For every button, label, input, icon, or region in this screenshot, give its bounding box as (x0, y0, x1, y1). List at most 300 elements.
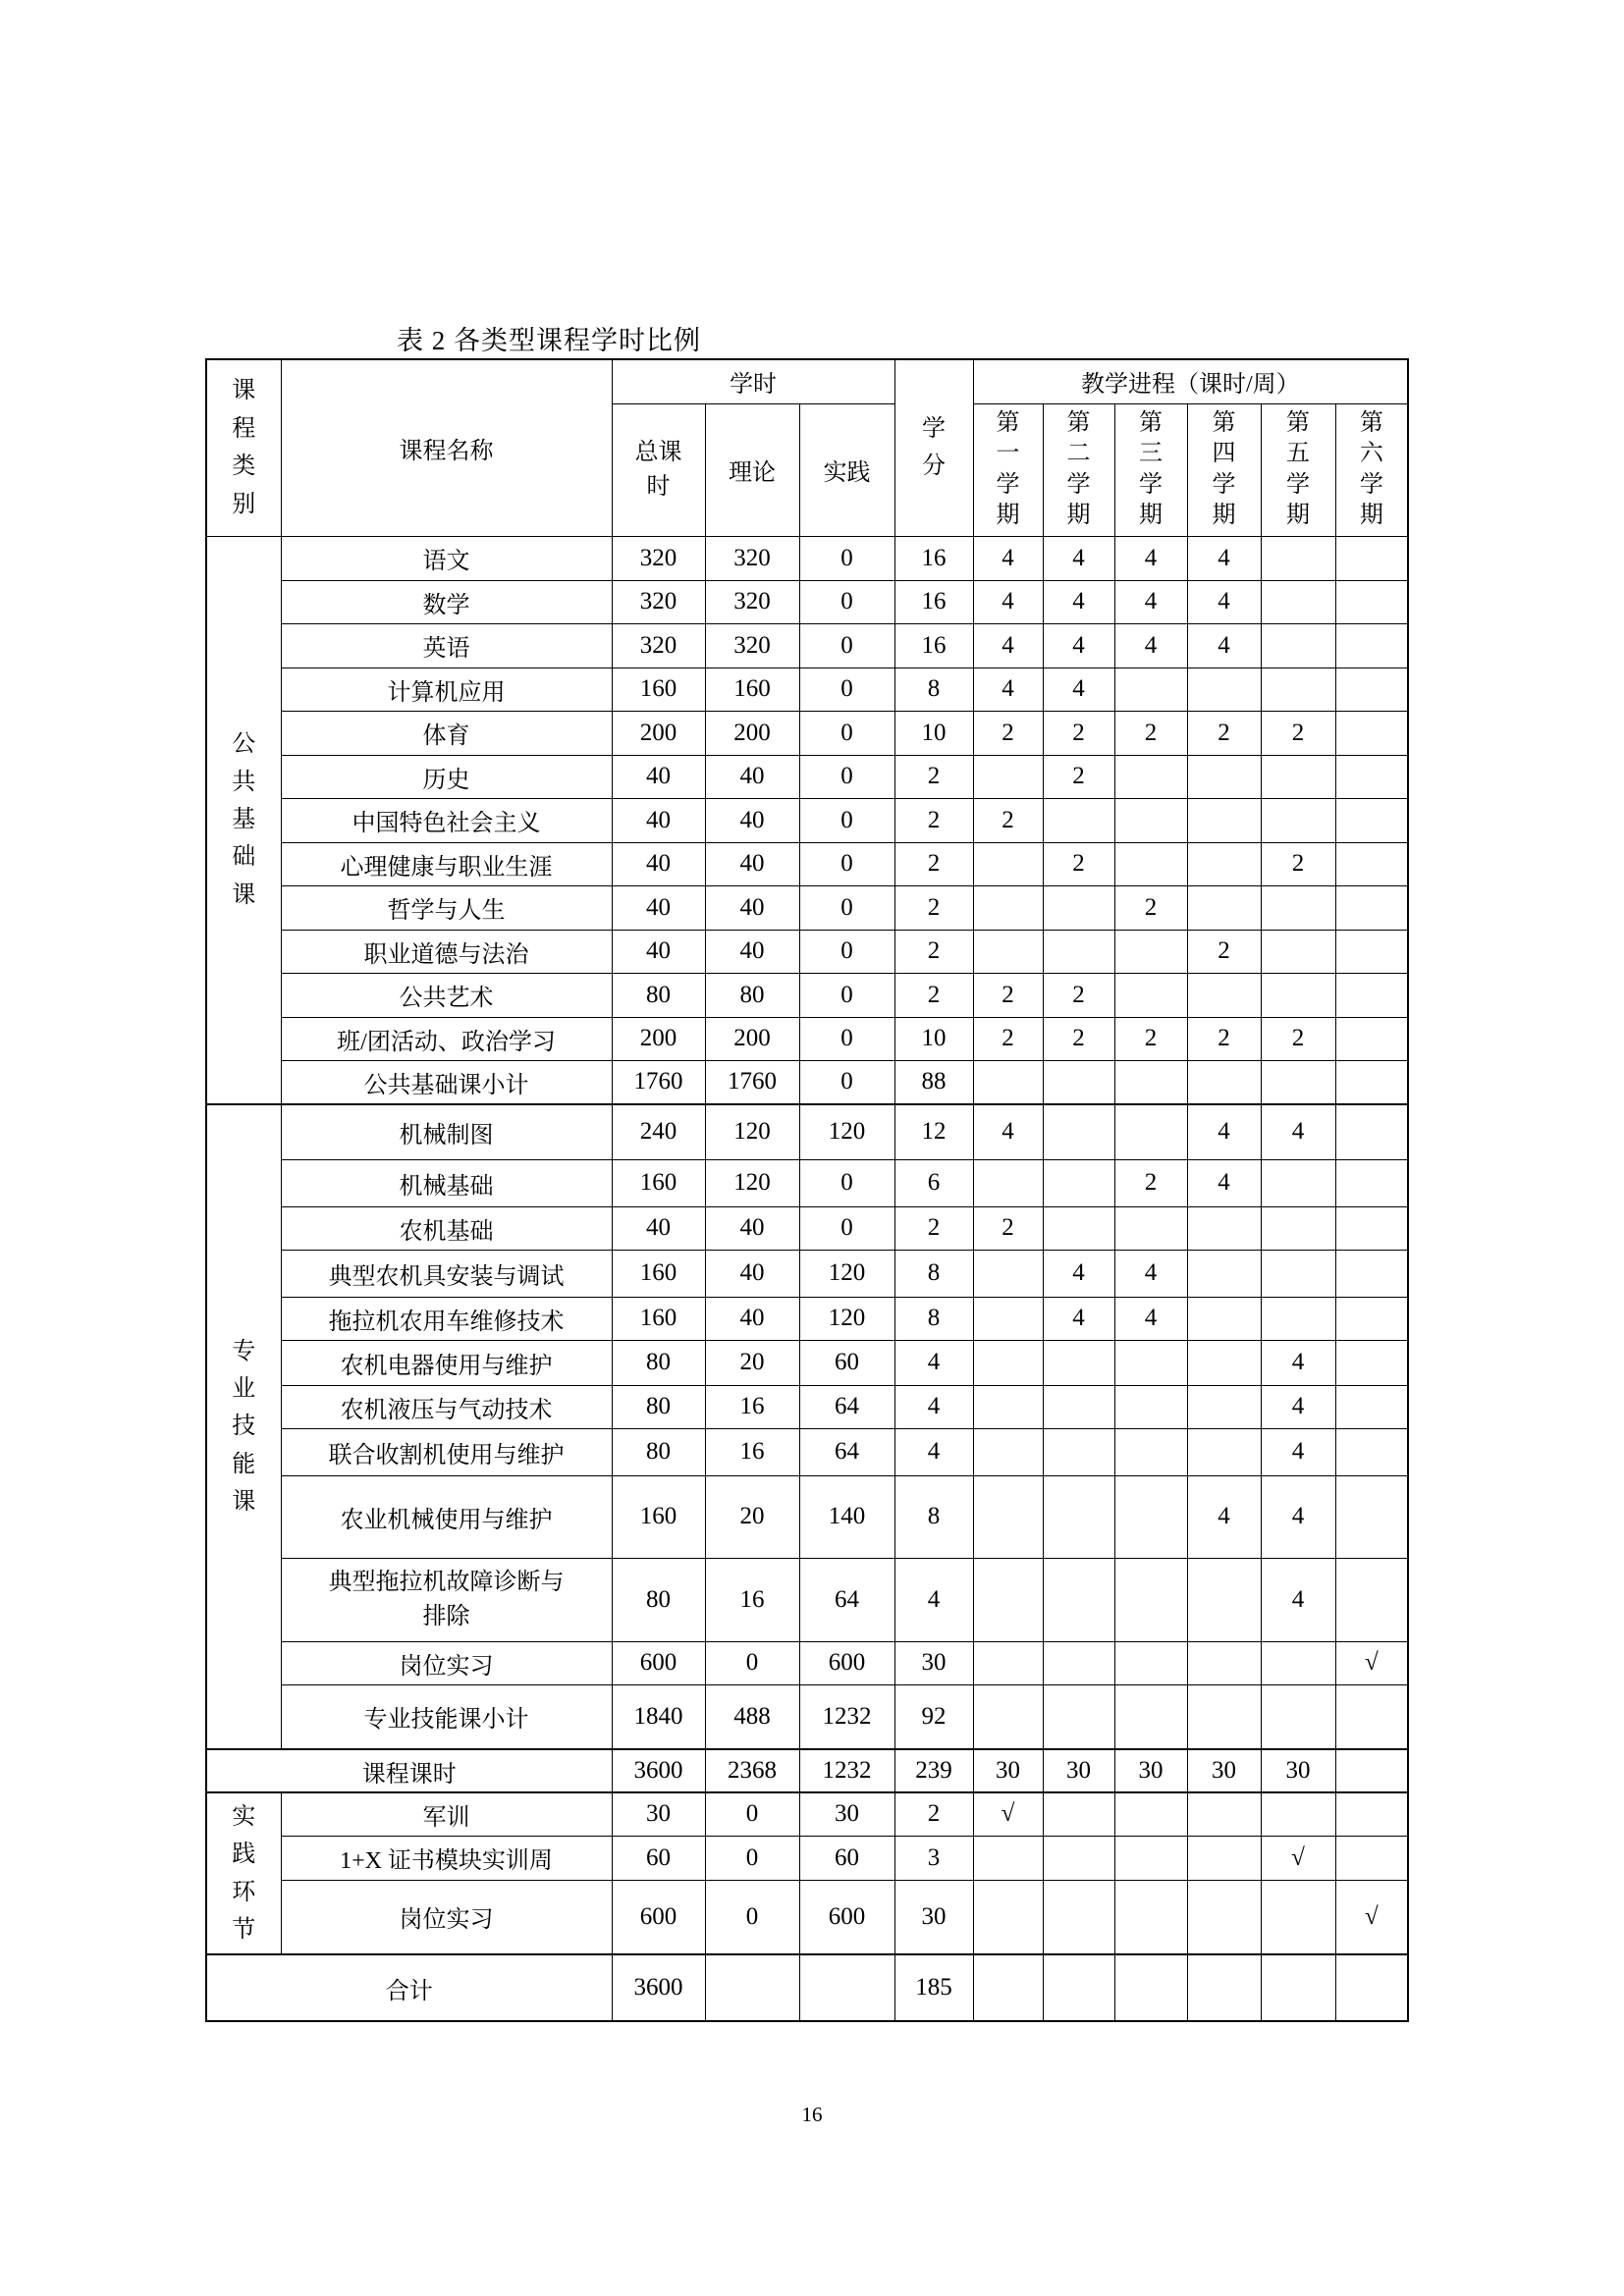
course-row (206, 1475, 1408, 1558)
semester-6-cell (1335, 930, 1408, 973)
semester-6-cell (1335, 711, 1408, 755)
practice-hours-cell: 0 (799, 580, 894, 623)
course-row (206, 1558, 1408, 1641)
course-name-cell: 历史 (281, 755, 612, 798)
semester-2-cell: 4 (1043, 1297, 1114, 1340)
total-hours-cell: 1760 (612, 1060, 705, 1104)
credits-cell: 8 (894, 667, 973, 711)
course-row (206, 930, 1408, 973)
total-hours-cell: 30 (612, 1792, 705, 1836)
semester-2-cell (1043, 1836, 1114, 1880)
semester-4-cell (1187, 842, 1261, 885)
semester-6-cell (1335, 973, 1408, 1017)
semester-3-cell: 2 (1114, 1159, 1187, 1206)
header-semester-3 (1114, 403, 1187, 536)
semester-4-cell (1187, 1836, 1261, 1880)
theory-hours-cell: 40 (705, 755, 799, 798)
semester-6-cell (1335, 1792, 1408, 1836)
practice-hours-cell: 0 (799, 623, 894, 667)
semester-5-cell (1261, 755, 1335, 798)
semester-3-cell (1114, 1558, 1187, 1641)
semester-1-cell: 4 (973, 1104, 1043, 1159)
course-name-cell: 机械制图 (281, 1104, 612, 1159)
semester-5-cell: 2 (1261, 711, 1335, 755)
credits-cell: 12 (894, 1104, 973, 1159)
total-hours-cell: 40 (612, 755, 705, 798)
theory-hours-cell: 80 (705, 973, 799, 1017)
semester-2-cell: 4 (1043, 623, 1114, 667)
course-row (206, 798, 1408, 842)
course-name-cell: 农机基础 (281, 1206, 612, 1250)
course-name-cell: 哲学与人生 (281, 885, 612, 930)
semester-6-cell (1335, 580, 1408, 623)
course-row (206, 536, 1408, 580)
header-total-hours (612, 403, 705, 536)
practice-hours-cell: 140 (799, 1475, 894, 1558)
semester-5-cell: 4 (1261, 1428, 1335, 1475)
category-cell (206, 1104, 281, 1749)
summary-row (206, 1954, 1408, 2021)
semester-5-cell: 4 (1261, 1340, 1335, 1385)
semester-2-cell (1043, 1206, 1114, 1250)
theory-hours-cell: 120 (705, 1104, 799, 1159)
total-hours-cell: 60 (612, 1836, 705, 1880)
semester-5-cell (1261, 798, 1335, 842)
theory-hours-cell: 16 (705, 1428, 799, 1475)
semester-5-cell (1261, 1954, 1335, 2021)
category-label: 公共基础课 (232, 731, 256, 908)
total-hours-cell: 160 (612, 1159, 705, 1206)
course-name-cell: 农业机械使用与维护 (281, 1475, 612, 1558)
total-hours-cell: 240 (612, 1104, 705, 1159)
credits-cell: 2 (894, 1792, 973, 1836)
theory-hours-cell: 0 (705, 1880, 799, 1954)
semester-4-cell (1187, 667, 1261, 711)
practice-hours-cell: 600 (799, 1880, 894, 1954)
semester-2-cell (1043, 885, 1114, 930)
course-name-cell: 心理健康与职业生涯 (281, 842, 612, 885)
semester-4-cell (1187, 1792, 1261, 1836)
category-cell (206, 1792, 281, 1954)
semester-4-cell: 4 (1187, 580, 1261, 623)
semester-2-cell (1043, 1880, 1114, 1954)
total-hours-cell: 600 (612, 1641, 705, 1684)
course-row (206, 1340, 1408, 1385)
course-name-cell: 农机液压与气动技术 (281, 1385, 612, 1428)
semester-1-cell: 4 (973, 580, 1043, 623)
semester-6-cell (1335, 1340, 1408, 1385)
semester-4-cell: 4 (1187, 1159, 1261, 1206)
practice-hours-cell: 120 (799, 1104, 894, 1159)
semester-6-cell (1335, 1836, 1408, 1880)
semester-5-cell (1261, 1880, 1335, 1954)
total-hours-cell: 320 (612, 536, 705, 580)
semester-4-cell: 2 (1187, 930, 1261, 973)
header-progress-group: 教学进程（课时/周） (973, 359, 1408, 403)
semester-3-cell (1114, 1475, 1187, 1558)
semester-3-cell: 4 (1114, 580, 1187, 623)
practice-hours-cell: 0 (799, 536, 894, 580)
course-name-cell: 拖拉机农用车维修技术 (281, 1297, 612, 1340)
semester-2-cell: 2 (1043, 755, 1114, 798)
practice-hours-cell: 1232 (799, 1749, 894, 1792)
semester-4-cell (1187, 885, 1261, 930)
credits-cell: 30 (894, 1880, 973, 1954)
credits-cell: 4 (894, 1385, 973, 1428)
semester-1-cell (973, 1954, 1043, 2021)
theory-hours-cell: 40 (705, 930, 799, 973)
semester-5-cell (1261, 1206, 1335, 1250)
semester-5-cell (1261, 930, 1335, 973)
header-semester-4 (1187, 403, 1261, 536)
course-row (206, 1880, 1408, 1954)
course-name-cell: 机械基础 (281, 1159, 612, 1206)
total-hours-cell: 40 (612, 885, 705, 930)
semester-6-cell (1335, 1749, 1408, 1792)
semester-1-cell (973, 1340, 1043, 1385)
semester-3-cell: 30 (1114, 1749, 1187, 1792)
category-cell (206, 536, 281, 1104)
theory-hours-cell: 2368 (705, 1749, 799, 1792)
semester-1-cell (973, 842, 1043, 885)
semester-4-cell: 2 (1187, 711, 1261, 755)
total-hours-cell: 80 (612, 1558, 705, 1641)
semester-3-cell (1114, 930, 1187, 973)
semester-3-cell (1114, 798, 1187, 842)
table-header (206, 359, 1408, 536)
credits-cell: 2 (894, 1206, 973, 1250)
semester-4-cell (1187, 1060, 1261, 1104)
semester-2-cell: 2 (1043, 711, 1114, 755)
course-name-cell: 典型农机具安装与调试 (281, 1250, 612, 1297)
course-row (206, 623, 1408, 667)
header-semester-5-label: 第五学期 (1286, 410, 1311, 528)
semester-1-cell (973, 1428, 1043, 1475)
course-name-cell: 联合收割机使用与维护 (281, 1428, 612, 1475)
semester-4-cell: 4 (1187, 623, 1261, 667)
credits-cell: 16 (894, 536, 973, 580)
semester-5-cell: 30 (1261, 1749, 1335, 1792)
semester-4-cell (1187, 1428, 1261, 1475)
semester-5-cell: 4 (1261, 1385, 1335, 1428)
total-hours-cell: 40 (612, 798, 705, 842)
semester-4-cell (1187, 1385, 1261, 1428)
theory-hours-cell: 488 (705, 1684, 799, 1749)
practice-hours-cell: 0 (799, 1060, 894, 1104)
course-name-cell (281, 1558, 612, 1641)
header-semester-4-label: 第四学期 (1212, 410, 1236, 528)
semester-4-cell: 4 (1187, 1475, 1261, 1558)
credits-cell: 4 (894, 1428, 973, 1475)
semester-4-cell: 30 (1187, 1749, 1261, 1792)
semester-1-cell: 2 (973, 973, 1043, 1017)
credits-cell: 6 (894, 1159, 973, 1206)
credits-cell: 2 (894, 798, 973, 842)
course-row (206, 1250, 1408, 1297)
theory-hours-cell: 40 (705, 1250, 799, 1297)
semester-2-cell: 4 (1043, 1250, 1114, 1297)
semester-4-cell (1187, 1297, 1261, 1340)
semester-6-cell (1335, 1017, 1408, 1060)
semester-3-cell: 4 (1114, 623, 1187, 667)
semester-4-cell (1187, 1340, 1261, 1385)
semester-5-cell (1261, 1250, 1335, 1297)
semester-4-cell: 4 (1187, 1104, 1261, 1159)
semester-4-cell: 4 (1187, 536, 1261, 580)
credits-cell: 16 (894, 623, 973, 667)
semester-3-cell (1114, 667, 1187, 711)
semester-2-cell: 4 (1043, 580, 1114, 623)
practice-hours-cell: 60 (799, 1836, 894, 1880)
theory-hours-cell: 320 (705, 536, 799, 580)
semester-5-cell (1261, 1684, 1335, 1749)
semester-1-cell: 4 (973, 623, 1043, 667)
semester-6-cell (1335, 1684, 1408, 1749)
semester-2-cell (1043, 1475, 1114, 1558)
semester-5-cell: √ (1261, 1836, 1335, 1880)
total-hours-cell: 1840 (612, 1684, 705, 1749)
semester-6-cell (1335, 536, 1408, 580)
semester-6-cell (1335, 1385, 1408, 1428)
header-semester-1-label: 第一学期 (996, 410, 1020, 528)
total-hours-cell: 160 (612, 1250, 705, 1297)
semester-2-cell: 30 (1043, 1749, 1114, 1792)
total-hours-cell: 80 (612, 1385, 705, 1428)
course-row (206, 885, 1408, 930)
semester-3-cell: 4 (1114, 536, 1187, 580)
course-name-cell: 班/团活动、政治学习 (281, 1017, 612, 1060)
semester-2-cell (1043, 1792, 1114, 1836)
semester-1-cell (973, 1297, 1043, 1340)
semester-3-cell (1114, 1792, 1187, 1836)
theory-hours-cell: 0 (705, 1641, 799, 1684)
semester-3-cell (1114, 1880, 1187, 1954)
course-row (206, 1017, 1408, 1060)
course-name-cell: 合计 (206, 1954, 612, 2021)
credits-cell: 3 (894, 1836, 973, 1880)
semester-6-cell (1335, 755, 1408, 798)
semester-3-cell (1114, 1641, 1187, 1684)
course-name-cell: 1+X 证书模块实训周 (281, 1836, 612, 1880)
theory-hours-cell: 160 (705, 667, 799, 711)
semester-4-cell (1187, 1880, 1261, 1954)
credits-cell: 2 (894, 755, 973, 798)
semester-3-cell: 4 (1114, 1297, 1187, 1340)
semester-1-cell: 2 (973, 1017, 1043, 1060)
course-name-cell: 语文 (281, 536, 612, 580)
credits-cell: 88 (894, 1060, 973, 1104)
header-total-hours-label: 总课时 (634, 439, 682, 500)
semester-4-cell (1187, 755, 1261, 798)
semester-6-cell (1335, 1558, 1408, 1641)
credits-cell: 2 (894, 885, 973, 930)
semester-3-cell (1114, 973, 1187, 1017)
semester-3-cell (1114, 842, 1187, 885)
practice-hours-cell: 64 (799, 1428, 894, 1475)
credits-cell: 92 (894, 1684, 973, 1749)
practice-hours-cell: 0 (799, 667, 894, 711)
semester-2-cell: 4 (1043, 667, 1114, 711)
course-row (206, 667, 1408, 711)
semester-2-cell (1043, 798, 1114, 842)
theory-hours-cell: 16 (705, 1385, 799, 1428)
course-name-cell: 军训 (281, 1792, 612, 1836)
semester-4-cell: 2 (1187, 1017, 1261, 1060)
semester-5-cell (1261, 1060, 1335, 1104)
course-row (206, 1385, 1408, 1428)
semester-4-cell (1187, 1250, 1261, 1297)
semester-4-cell (1187, 1684, 1261, 1749)
total-hours-cell: 80 (612, 1340, 705, 1385)
semester-5-cell: 4 (1261, 1104, 1335, 1159)
practice-hours-cell: 0 (799, 711, 894, 755)
page-number: 16 (801, 2103, 823, 2126)
semester-3-cell: 2 (1114, 885, 1187, 930)
theory-hours-cell: 40 (705, 1206, 799, 1250)
total-hours-cell: 600 (612, 1880, 705, 1954)
theory-hours-cell: 40 (705, 798, 799, 842)
credits-cell: 185 (894, 1954, 973, 2021)
course-row (206, 1836, 1408, 1880)
semester-3-cell (1114, 1060, 1187, 1104)
semester-4-cell (1187, 973, 1261, 1017)
header-semester-2 (1043, 403, 1114, 536)
credits-cell: 10 (894, 711, 973, 755)
semester-4-cell (1187, 1206, 1261, 1250)
header-category (206, 359, 281, 536)
semester-3-cell: 2 (1114, 711, 1187, 755)
header-course-name: 课程名称 (281, 359, 612, 536)
semester-2-cell (1043, 1385, 1114, 1428)
theory-hours-cell: 16 (705, 1558, 799, 1641)
semester-6-cell (1335, 842, 1408, 885)
semester-3-cell (1114, 1428, 1187, 1475)
header-semester-1 (973, 403, 1043, 536)
course-row (206, 580, 1408, 623)
header-hours-group: 学时 (612, 359, 894, 403)
practice-hours-cell: 60 (799, 1340, 894, 1385)
header-practice: 实践 (799, 403, 894, 536)
semester-5-cell: 2 (1261, 1017, 1335, 1060)
semester-1-cell (973, 1684, 1043, 1749)
course-name-label: 典型拖拉机故障诊断与排除 (328, 1569, 565, 1629)
course-name-cell: 公共基础课小计 (281, 1060, 612, 1104)
theory-hours-cell: 120 (705, 1159, 799, 1206)
total-hours-cell: 40 (612, 842, 705, 885)
semester-2-cell (1043, 1340, 1114, 1385)
theory-hours-cell: 20 (705, 1340, 799, 1385)
course-name-cell: 体育 (281, 711, 612, 755)
credits-cell: 8 (894, 1475, 973, 1558)
semester-6-cell (1335, 1159, 1408, 1206)
semester-6-cell (1335, 623, 1408, 667)
semester-1-cell (973, 885, 1043, 930)
total-hours-cell: 40 (612, 1206, 705, 1250)
summary-row (206, 1749, 1408, 1792)
semester-6-cell (1335, 1060, 1408, 1104)
header-credits-label: 学分 (922, 415, 947, 480)
course-name-cell: 农机电器使用与维护 (281, 1340, 612, 1385)
total-hours-cell: 80 (612, 1428, 705, 1475)
semester-1-cell: √ (973, 1792, 1043, 1836)
credits-cell: 30 (894, 1641, 973, 1684)
credits-cell: 239 (894, 1749, 973, 1792)
semester-2-cell (1043, 1558, 1114, 1641)
semester-1-cell (973, 1836, 1043, 1880)
theory-hours-cell (705, 1954, 799, 2021)
practice-hours-cell: 0 (799, 1206, 894, 1250)
semester-3-cell (1114, 1104, 1187, 1159)
semester-6-cell: √ (1335, 1641, 1408, 1684)
semester-2-cell (1043, 1684, 1114, 1749)
semester-3-cell (1114, 1340, 1187, 1385)
course-row (206, 1792, 1408, 1836)
course-name-cell: 数学 (281, 580, 612, 623)
course-name-cell: 公共艺术 (281, 973, 612, 1017)
semester-6-cell (1335, 1206, 1408, 1250)
semester-5-cell: 4 (1261, 1558, 1335, 1641)
course-row (206, 1684, 1408, 1749)
semester-6-cell (1335, 1250, 1408, 1297)
semester-3-cell (1114, 1385, 1187, 1428)
course-name-cell: 专业技能课小计 (281, 1684, 612, 1749)
category-label: 专业技能课 (232, 1338, 256, 1516)
theory-hours-cell: 0 (705, 1836, 799, 1880)
total-hours-cell: 320 (612, 623, 705, 667)
table-body (206, 536, 1408, 2021)
semester-5-cell (1261, 1159, 1335, 1206)
semester-5-cell (1261, 885, 1335, 930)
semester-5-cell (1261, 1792, 1335, 1836)
course-row (206, 1159, 1408, 1206)
total-hours-cell: 200 (612, 1017, 705, 1060)
semester-5-cell (1261, 536, 1335, 580)
practice-hours-cell: 600 (799, 1641, 894, 1684)
course-row (206, 1060, 1408, 1104)
practice-hours-cell: 64 (799, 1558, 894, 1641)
semester-3-cell (1114, 1206, 1187, 1250)
semester-1-cell (973, 1880, 1043, 1954)
semester-3-cell (1114, 1684, 1187, 1749)
course-name-cell: 英语 (281, 623, 612, 667)
semester-5-cell (1261, 1641, 1335, 1684)
semester-4-cell (1187, 1641, 1261, 1684)
course-row (206, 1104, 1408, 1159)
credits-cell: 16 (894, 580, 973, 623)
course-row (206, 1206, 1408, 1250)
theory-hours-cell: 1760 (705, 1060, 799, 1104)
semester-5-cell: 4 (1261, 1475, 1335, 1558)
semester-3-cell: 2 (1114, 1017, 1187, 1060)
semester-2-cell: 2 (1043, 842, 1114, 885)
semester-1-cell (973, 1385, 1043, 1428)
theory-hours-cell: 20 (705, 1475, 799, 1558)
theory-hours-cell: 320 (705, 580, 799, 623)
semester-2-cell: 2 (1043, 1017, 1114, 1060)
semester-1-cell (973, 755, 1043, 798)
semester-4-cell (1187, 1558, 1261, 1641)
header-theory: 理论 (705, 403, 799, 536)
credits-cell: 10 (894, 1017, 973, 1060)
course-row (206, 973, 1408, 1017)
credits-cell: 4 (894, 1558, 973, 1641)
header-category-label: 课程类别 (232, 378, 256, 517)
practice-hours-cell: 64 (799, 1385, 894, 1428)
total-hours-cell: 160 (612, 1475, 705, 1558)
semester-6-cell (1335, 1104, 1408, 1159)
semester-4-cell (1187, 1954, 1261, 2021)
practice-hours-cell: 120 (799, 1297, 894, 1340)
